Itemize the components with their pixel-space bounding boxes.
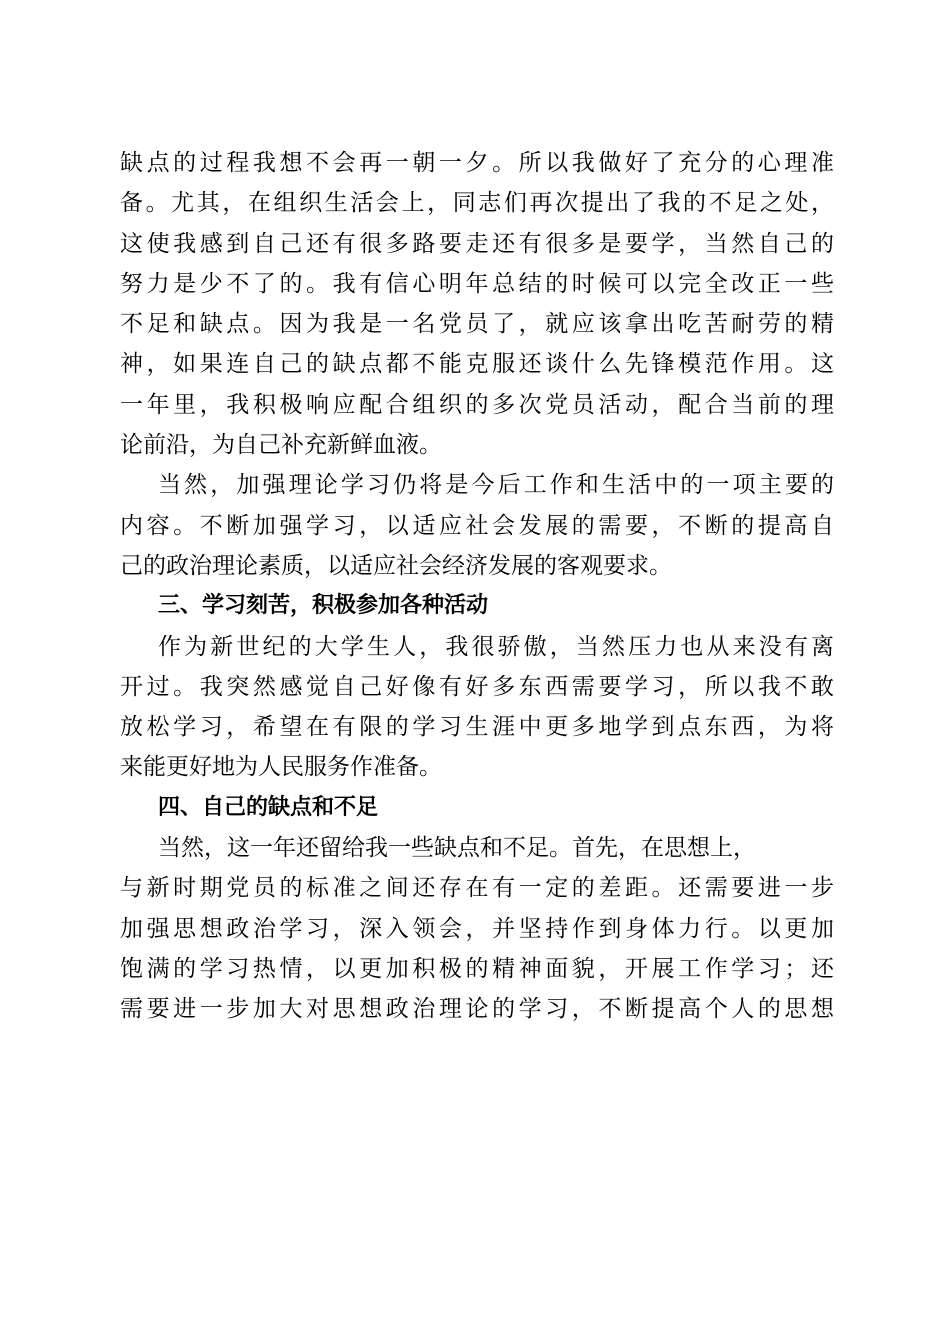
text-line: 备。尤其，在组织生活会上，同志们再次提出了我的不足之处， [120,190,834,217]
text-line: 缺点的过程我想不会再一朝一夕。所以我做好了充分的心理准 [120,150,834,176]
paragraph-self-improvement [120,143,834,465]
text-line: 饱满的学习热情，以更加积极的精神面貌，开展工作学习；还 [120,955,834,982]
text-line: 努力是少不了的。我有信心明年总结的时候可以完全改正一些 [120,270,834,297]
text-line: 当然，加强理论学习仍将是今后工作和生活中的一项主要的 [158,472,834,499]
text-line: 神，如果连自己的缺点都不能克服还谈什么先锋模范作用。这 [120,351,834,378]
text-line: 与新时期党员的标准之间还存在有一定的差距。还需要进一步 [120,875,834,902]
text-line: 不足和缺点。因为我是一名党员了，就应该拿出吃苦耐劳的精 [120,311,834,338]
text-line: 这使我感到自己还有很多路要走还有很多是要学，当然自己的 [120,230,834,257]
section-heading: 三、学习刻苦，积极参加各种活动 [158,593,489,619]
text-line: 来能更好地为人民服务作准备。 [120,754,442,781]
section-heading: 四、自己的缺点和不足 [158,794,379,820]
text-line: 需要进一步加大对思想政治理论的学习，不断提高个人的思想 [120,996,834,1023]
section-four [120,788,834,1030]
text-line: 论前沿，为自己补充新鲜血液。 [120,432,442,459]
document-body [120,143,834,1030]
text-line: 加强思想政治学习，深入领会，并坚持作到身体力行。以更加 [120,915,834,942]
text-line: 己的政治理论素质，以适应社会经济发展的客观要求。 [120,552,672,579]
paragraph-theory-study [120,465,834,586]
text-line: 内容。不断加强学习，以适应社会发展的需要，不断的提高自 [120,512,834,539]
text-line: 一年里，我积极响应配合组织的多次党员活动，配合当前的理 [120,391,834,418]
text-line: 开过。我突然感觉自己好像有好多东西需要学习，所以我不敢 [120,673,834,700]
section-three [120,586,834,787]
text-line: 放松学习，希望在有限的学习生涯中更多地学到点东西，为将 [120,714,834,741]
text-line: 当然，这一年还留给我一些缺点和不足。首先，在思想上， [158,835,756,862]
text-line: 作为新世纪的大学生人，我很骄傲，当然压力也从来没有离 [158,633,834,660]
